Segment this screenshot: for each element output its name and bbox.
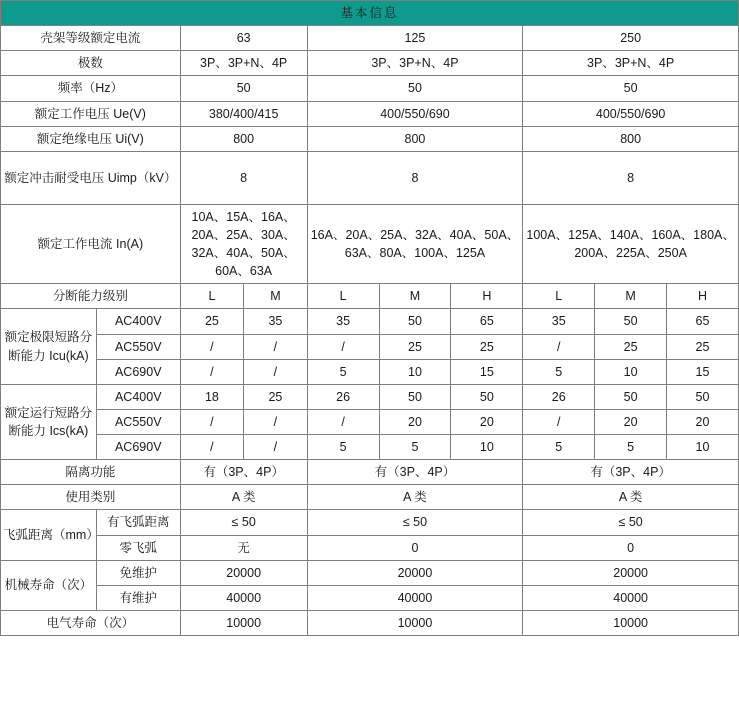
cell-ics-ac400v-0: 18: [180, 384, 243, 409]
row-label-mech-life: 机械寿命（次）: [1, 560, 97, 610]
cell-ics-ac550v-3: 20: [379, 409, 451, 434]
cell-utilization-250: A 类: [523, 485, 739, 510]
cell-mech-free-63: 20000: [180, 560, 307, 585]
table-row: [1, 334, 739, 359]
cell-breaking-class-250-H: H: [667, 284, 739, 309]
cell-ui-63: 800: [180, 126, 307, 151]
cell-breaking-class-63-M: M: [244, 284, 307, 309]
row-label-breaking-class: 分断能力级别: [1, 284, 181, 309]
cell-arc-zero-250: 0: [523, 535, 739, 560]
cell-frame-rating-125: 125: [307, 26, 523, 51]
row-label-uimp: 额定冲击耐受电压 Uimp（kV）: [1, 151, 181, 204]
cell-icu-ac400v-5: 35: [523, 309, 595, 334]
row-sublabel-ics-ac550v: AC550V: [96, 409, 180, 434]
cell-mech-maint-63: 40000: [180, 585, 307, 610]
cell-ics-ac550v-4: 20: [451, 409, 523, 434]
cell-poles-125: 3P、3P+N、4P: [307, 51, 523, 76]
row-label-utilization: 使用类别: [1, 485, 181, 510]
cell-icu-ac690v-1: /: [244, 359, 307, 384]
cell-icu-ac400v-1: 35: [244, 309, 307, 334]
table-row: [1, 284, 739, 309]
table-row: [1, 485, 739, 510]
row-label-elec-life: 电气寿命（次）: [1, 610, 181, 635]
cell-ics-ac690v-0: /: [180, 435, 243, 460]
cell-icu-ac550v-5: /: [523, 334, 595, 359]
page-title: 基本信息: [1, 1, 739, 26]
cell-poles-250: 3P、3P+N、4P: [523, 51, 739, 76]
row-sublabel-icu-ac550v: AC550V: [96, 334, 180, 359]
cell-isolation-125: 有（3P、4P）: [307, 460, 523, 485]
row-sublabel-mech-maint: 有维护: [96, 585, 180, 610]
table-title-row: [1, 1, 739, 26]
row-label-ue: 额定工作电压 Ue(V): [1, 101, 181, 126]
cell-breaking-class-63-L: L: [180, 284, 243, 309]
cell-icu-ac550v-2: /: [307, 334, 379, 359]
cell-icu-ac550v-1: /: [244, 334, 307, 359]
cell-arc-with-125: ≤ 50: [307, 510, 523, 535]
cell-isolation-250: 有（3P、4P）: [523, 460, 739, 485]
row-sublabel-icu-ac400v: AC400V: [96, 309, 180, 334]
cell-icu-ac550v-0: /: [180, 334, 243, 359]
table-row: [1, 151, 739, 204]
cell-ics-ac400v-5: 26: [523, 384, 595, 409]
cell-breaking-class-250-L: L: [523, 284, 595, 309]
cell-utilization-63: A 类: [180, 485, 307, 510]
cell-ics-ac400v-7: 50: [667, 384, 739, 409]
table-row: [1, 384, 739, 409]
cell-uimp-63: 8: [180, 151, 307, 204]
cell-icu-ac400v-7: 65: [667, 309, 739, 334]
cell-icu-ac690v-2: 5: [307, 359, 379, 384]
cell-arc-zero-63: 无: [180, 535, 307, 560]
cell-ics-ac690v-3: 5: [379, 435, 451, 460]
cell-uimp-125: 8: [307, 151, 523, 204]
cell-ue-63: 380/400/415: [180, 101, 307, 126]
cell-ics-ac550v-6: 20: [595, 409, 667, 434]
table-row: [1, 585, 739, 610]
cell-icu-ac400v-0: 25: [180, 309, 243, 334]
row-sublabel-arc-with: 有飞弧距离: [96, 510, 180, 535]
cell-ics-ac690v-7: 10: [667, 435, 739, 460]
cell-ui-250: 800: [523, 126, 739, 151]
cell-ics-ac550v-5: /: [523, 409, 595, 434]
row-label-in-current: 额定工作电流 In(A): [1, 204, 181, 284]
table-row: [1, 101, 739, 126]
table-row: [1, 535, 739, 560]
cell-ics-ac690v-6: 5: [595, 435, 667, 460]
cell-ue-250: 400/550/690: [523, 101, 739, 126]
cell-mech-free-125: 20000: [307, 560, 523, 585]
cell-icu-ac550v-6: 25: [595, 334, 667, 359]
cell-icu-ac690v-4: 15: [451, 359, 523, 384]
cell-mech-maint-250: 40000: [523, 585, 739, 610]
cell-ics-ac550v-2: /: [307, 409, 379, 434]
row-sublabel-mech-free: 免维护: [96, 560, 180, 585]
table-row: [1, 309, 739, 334]
cell-ics-ac550v-0: /: [180, 409, 243, 434]
row-label-arc-distance: 飞弧距离（mm）: [1, 510, 97, 560]
table-row: [1, 510, 739, 535]
table-row: [1, 409, 739, 434]
cell-breaking-class-250-M: M: [595, 284, 667, 309]
cell-breaking-class-125-M: M: [379, 284, 451, 309]
cell-frequency-125: 50: [307, 76, 523, 101]
row-sublabel-icu-ac690v: AC690V: [96, 359, 180, 384]
cell-icu-ac550v-4: 25: [451, 334, 523, 359]
cell-in-current-63: 10A、15A、16A、20A、25A、30A、32A、40A、50A、60A、63A: [180, 204, 307, 284]
cell-mech-maint-125: 40000: [307, 585, 523, 610]
row-label-icu: 额定极限短路分断能力 Icu(kA): [1, 309, 97, 384]
cell-breaking-class-125-L: L: [307, 284, 379, 309]
cell-poles-63: 3P、3P+N、4P: [180, 51, 307, 76]
cell-icu-ac400v-4: 65: [451, 309, 523, 334]
cell-icu-ac690v-5: 5: [523, 359, 595, 384]
table-row: [1, 204, 739, 284]
cell-icu-ac690v-6: 10: [595, 359, 667, 384]
cell-ics-ac690v-1: /: [244, 435, 307, 460]
row-label-ics: 额定运行短路分断能力 Ics(kA): [1, 384, 97, 459]
row-sublabel-arc-zero: 零飞弧: [96, 535, 180, 560]
table-row: [1, 359, 739, 384]
cell-ics-ac400v-2: 26: [307, 384, 379, 409]
cell-arc-zero-125: 0: [307, 535, 523, 560]
cell-isolation-63: 有（3P、4P）: [180, 460, 307, 485]
cell-ics-ac690v-5: 5: [523, 435, 595, 460]
table-row: [1, 126, 739, 151]
cell-icu-ac690v-3: 10: [379, 359, 451, 384]
cell-ics-ac550v-1: /: [244, 409, 307, 434]
cell-elec-life-125: 10000: [307, 610, 523, 635]
cell-in-current-125: 16A、20A、25A、32A、40A、50A、63A、80A、100A、125A: [307, 204, 523, 284]
row-sublabel-ics-ac690v: AC690V: [96, 435, 180, 460]
cell-ui-125: 800: [307, 126, 523, 151]
cell-ue-125: 400/550/690: [307, 101, 523, 126]
cell-frame-rating-250: 250: [523, 26, 739, 51]
row-label-frequency: 频率（Hz）: [1, 76, 181, 101]
cell-ics-ac690v-2: 5: [307, 435, 379, 460]
table-row: [1, 51, 739, 76]
table-row: [1, 26, 739, 51]
table-row: [1, 610, 739, 635]
cell-ics-ac400v-4: 50: [451, 384, 523, 409]
row-sublabel-ics-ac400v: AC400V: [96, 384, 180, 409]
row-label-ui: 额定绝缘电压 Ui(V): [1, 126, 181, 151]
cell-icu-ac400v-2: 35: [307, 309, 379, 334]
cell-ics-ac400v-1: 25: [244, 384, 307, 409]
cell-icu-ac400v-3: 50: [379, 309, 451, 334]
table-row: [1, 560, 739, 585]
cell-arc-with-250: ≤ 50: [523, 510, 739, 535]
cell-in-current-250: 100A、125A、140A、160A、180A、200A、225A、250A: [523, 204, 739, 284]
cell-arc-with-63: ≤ 50: [180, 510, 307, 535]
cell-mech-free-250: 20000: [523, 560, 739, 585]
table-row: [1, 76, 739, 101]
row-label-poles: 极数: [1, 51, 181, 76]
cell-frame-rating-63: 63: [180, 26, 307, 51]
table-row: [1, 460, 739, 485]
row-label-frame-rating: 壳架等级额定电流: [1, 26, 181, 51]
cell-ics-ac400v-3: 50: [379, 384, 451, 409]
cell-ics-ac550v-7: 20: [667, 409, 739, 434]
cell-icu-ac550v-7: 25: [667, 334, 739, 359]
cell-ics-ac690v-4: 10: [451, 435, 523, 460]
cell-icu-ac690v-7: 15: [667, 359, 739, 384]
cell-elec-life-250: 10000: [523, 610, 739, 635]
cell-frequency-250: 50: [523, 76, 739, 101]
cell-icu-ac550v-3: 25: [379, 334, 451, 359]
row-label-isolation: 隔离功能: [1, 460, 181, 485]
cell-uimp-250: 8: [523, 151, 739, 204]
cell-ics-ac400v-6: 50: [595, 384, 667, 409]
cell-frequency-63: 50: [180, 76, 307, 101]
cell-breaking-class-125-H: H: [451, 284, 523, 309]
cell-utilization-125: A 类: [307, 485, 523, 510]
cell-icu-ac690v-0: /: [180, 359, 243, 384]
table-row: [1, 435, 739, 460]
cell-elec-life-63: 10000: [180, 610, 307, 635]
cell-icu-ac400v-6: 50: [595, 309, 667, 334]
